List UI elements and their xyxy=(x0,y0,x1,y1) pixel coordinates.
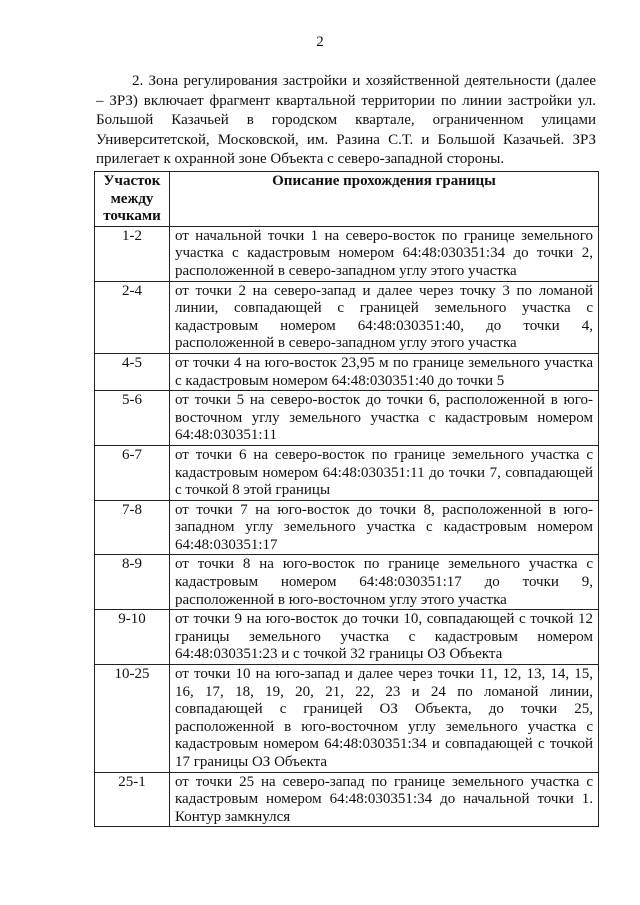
row-segment: 4-5 xyxy=(95,353,170,390)
row-description: от точки 4 на юго-восток 23,95 м по границе земельного участка с кадастровым номером 64:48:030351:40 до точки 5 xyxy=(170,353,599,390)
row-description: от точки 10 на юго-запад и далее через точки 11, 12, 13, 14, 15, 16, 17, 18, 19, 20, 21, 22, 23 и 24 по ломаной линии, совпадающей с границей ОЗ Объекта, до точки 25, расположенной в юго-восточном углу земельного участка с кадастровым номером 64:48:030351:34 и совпадающей с точкой 17 границы ОЗ Объекта xyxy=(170,665,599,773)
row-segment: 10-25 xyxy=(95,665,170,773)
row-segment: 1-2 xyxy=(95,226,170,281)
row-description: от точки 7 на юго-восток до точки 8, расположенной в юго-западном углу земельного участка с кадастровым номером 64:48:030351:17 xyxy=(170,500,599,555)
row-description: от начальной точки 1 на северо-восток по границе земельного участка с кадастровым номером 64:48:030351:34 до точки 2, расположенной в северо-западном углу этого участка xyxy=(170,226,599,281)
row-segment: 5-6 xyxy=(95,391,170,446)
header-segment: Участок между точками xyxy=(95,172,170,227)
table-row xyxy=(95,665,599,773)
table-row xyxy=(95,445,599,500)
row-description: от точки 8 на юго-восток по границе земельного участка с кадастровым номером 64:48:030351:17 до точки 9, расположенной в юго-восточном углу этого участка xyxy=(170,555,599,610)
table-row xyxy=(95,610,599,665)
row-segment: 6-7 xyxy=(95,445,170,500)
row-description: от точки 2 на северо-запад и далее через точку 3 по ломаной линии, совпадающей с границей земельного участка с кадастровым номером 64:48:030351:40, до точки 4, расположенной в северо-западном углу этого участка xyxy=(170,281,599,353)
intro-paragraph: 2. Зона регулирования застройки и хозяйственной деятельности (далее – ЗРЗ) включает фрагмент квартальной территории по линии застройки ул. Большой Казачьей в городском квартале, ограниченном улицами Университетской, Московской, им. Разина С.Т. и Большой Казачьей. ЗРЗ прилегает к охранной зоне Объекта с северо-западной стороны. xyxy=(96,73,596,167)
row-description: от точки 5 на северо-восток до точки 6, расположенной в юго-восточном углу земельного участка с кадастровым номером 64:48:030351:11 xyxy=(170,391,599,446)
row-description: от точки 6 на северо-восток по границе земельного участка с кадастровым номером 64:48:030351:11 до точки 7, совпадающей с точкой 8 этой границы xyxy=(170,445,599,500)
row-segment: 9-10 xyxy=(95,610,170,665)
table-row xyxy=(95,555,599,610)
table-row xyxy=(95,226,599,281)
row-description: от точки 25 на северо-запад по границе земельного участка с кадастровым номером 64:48:030351:34 до начальной точки 1. Контур замкнулся xyxy=(170,772,599,827)
row-segment: 8-9 xyxy=(95,555,170,610)
header-description: Описание прохождения границы xyxy=(170,172,599,227)
page-number: 2 xyxy=(316,34,324,50)
table-row xyxy=(95,353,599,390)
table-row xyxy=(95,281,599,353)
row-segment: 25-1 xyxy=(95,772,170,827)
row-description: от точки 9 на юго-восток до точки 10, совпадающей с точкой 12 границы земельного участка с кадастровым номером 64:48:030351:23 и с точкой 32 границы ОЗ Объекта xyxy=(170,610,599,665)
table-row xyxy=(95,391,599,446)
table-header-row xyxy=(95,172,599,227)
boundary-table xyxy=(94,171,599,827)
row-segment: 7-8 xyxy=(95,500,170,555)
table-row xyxy=(95,500,599,555)
table-row xyxy=(95,772,599,827)
row-segment: 2-4 xyxy=(95,281,170,353)
